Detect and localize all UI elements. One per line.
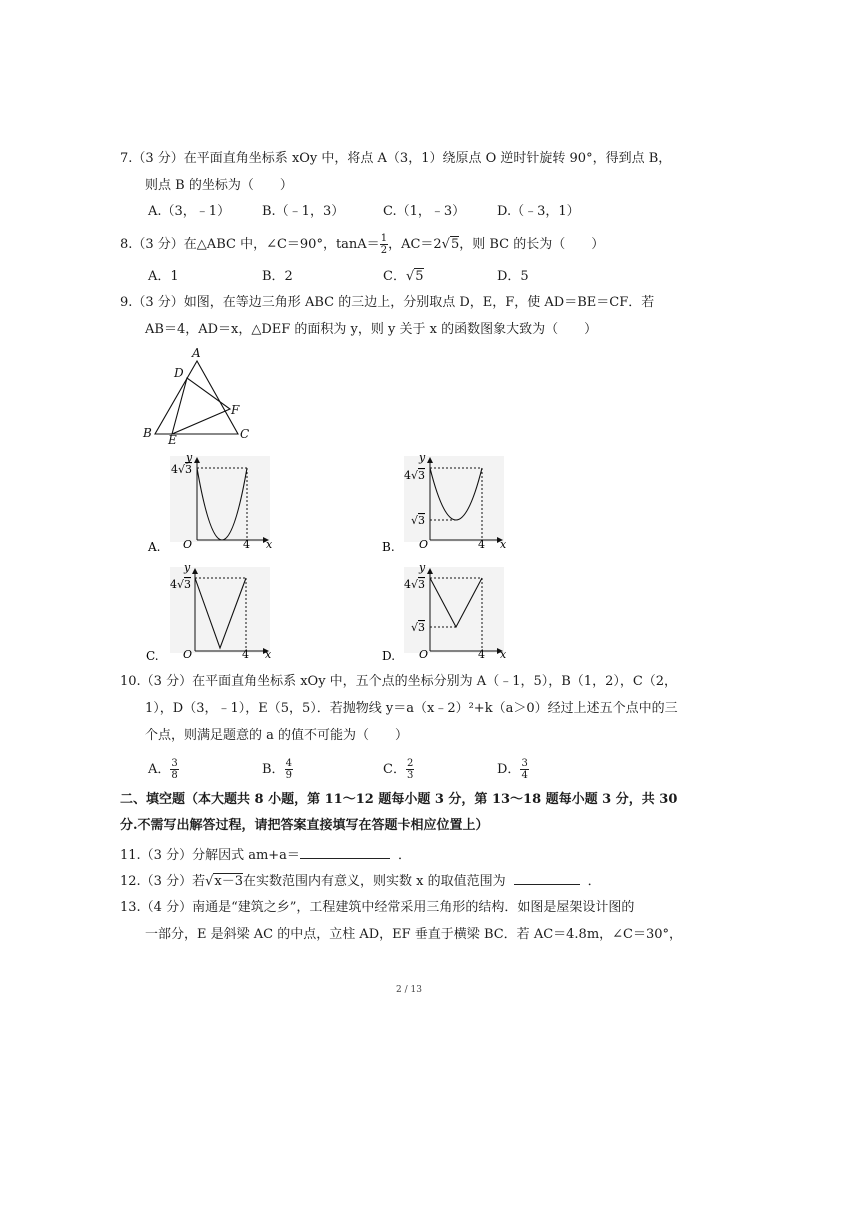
tri-label-f: F xyxy=(231,403,240,417)
q10-option-b: B． $\frac{4}{9}$ xyxy=(262,758,292,781)
q10-line1: 10.（3 分）在平面直角坐标系 xOy 中，五个点的坐标分别为 A（﹣1，5），B（1，2），C（2， xyxy=(120,674,678,689)
q7-line1: 7.（3 分）在平面直角坐标系 xOy 中，将点 A（3，1）绕原点 O 逆时针旋转 90°，得到点 B， xyxy=(120,151,672,166)
q13-line1: 13.（4 分）南通是“建筑之乡”，工程建筑中经常采用三角形的结构．如图是屋架设计图的 xyxy=(120,900,635,915)
q13-line2: 一部分，E 是斜梁 AC 的中点，立柱 AD，EF 垂直于横梁 BC．若 AC＝4.8m，∠C＝30°， xyxy=(145,927,683,942)
q12-mid: 在实数范围内有意义，则实数 x 的取值范围为 xyxy=(242,874,506,889)
svg-text:√: √ xyxy=(178,463,186,476)
graph-b-x: x xyxy=(500,538,507,551)
q8-option-c-label: C． xyxy=(383,269,406,284)
graph-b-top-root: 3 xyxy=(418,469,425,482)
graph-a-top-root: 3 xyxy=(185,463,192,476)
graph-a xyxy=(147,451,273,554)
graph-d-top-root: 3 xyxy=(418,578,425,591)
q12: 12.（3 分）若√x－3在实数范围内有意义，则实数 x 的取值范围为 ． xyxy=(120,874,601,889)
q8-stem: 8.（3 分）在△ABC 中，∠C＝90°，tanA＝ $\frac{1}{2}$ ，AC＝2√5，则 BC 的长为（ ） xyxy=(120,233,605,256)
graph-a-o: O xyxy=(183,538,193,551)
graph-b-top-coef: 4 xyxy=(404,469,411,482)
q8-frac-den: 2 xyxy=(380,245,388,256)
q8-suffix: ，则 BC 的长为（ ） xyxy=(459,237,605,252)
q7-option-c: C.（1，﹣3） xyxy=(383,204,466,219)
graph-d-min-root: 3 xyxy=(418,621,425,634)
q12-prefix: 12.（3 分）若 xyxy=(120,874,206,889)
q12-sqrt: x－3 xyxy=(214,874,243,889)
q8-option-a: A．1 xyxy=(148,269,179,284)
graph-c xyxy=(146,561,272,663)
tri-label-d: D xyxy=(174,366,184,380)
tri-label-a: A xyxy=(192,346,201,360)
q8-option-d: D．5 xyxy=(497,269,529,284)
q8-option-b: B．2 xyxy=(262,269,293,284)
q11-prefix: 11.（3 分）分解因式 am+a＝ xyxy=(120,848,300,863)
q7-option-a: A.（3，﹣1） xyxy=(148,204,231,219)
tri-label-c: C xyxy=(240,427,250,441)
svg-text:√: √ xyxy=(411,578,419,591)
q10-option-a: A． $\frac{3}{8}$ xyxy=(148,758,178,781)
q12-suffix: ． xyxy=(587,874,601,889)
q7-option-d: D.（﹣3，1） xyxy=(497,204,580,219)
graph-b-y: y xyxy=(419,451,426,464)
graph-b-min-root: 3 xyxy=(418,514,425,527)
svg-text:√: √ xyxy=(411,469,419,482)
graph-a-label: A. xyxy=(148,540,161,554)
section2-line1: 二、填空题（本大题共 8 小题，第 11～12 题每小题 3 分，第 13～18 题每小题 3 分，共 30 xyxy=(120,792,678,807)
graph-c-label: C. xyxy=(146,649,159,663)
q7-line2: 则点 B 的坐标为（ ） xyxy=(145,178,293,193)
svg-text:√: √ xyxy=(177,578,185,591)
q8-prefix: 8.（3 分）在△ABC 中，∠C＝90°，tanA＝ xyxy=(120,237,380,252)
q11 xyxy=(120,846,411,864)
q12-answer-blank[interactable] xyxy=(514,872,580,885)
graph-b xyxy=(382,451,507,554)
graph-d-four: 4 xyxy=(478,648,485,661)
graph-d-top-coef: 4 xyxy=(404,578,411,591)
q10-line2: 1），D（3，﹣1），E（5，5）．若抛物线 y＝a（x﹣2）²+k（a＞0）经过上述五个点中的三 xyxy=(145,701,678,716)
q8-option-c: C．√5 xyxy=(383,269,424,284)
q10-line3: 个点，则满足题意的 a 的值不可能为（ ） xyxy=(145,728,409,743)
q9-line2: AB＝4，AD＝x，△DEF 的面积为 y，则 y 关于 x 的函数图象大致为（ ） xyxy=(145,322,598,337)
tri-label-e: E xyxy=(168,433,177,447)
section2-line2: 分.不需写出解答过程，请把答案直接填写在答题卡相应位置上） xyxy=(120,818,489,833)
tri-label-b: B xyxy=(143,426,152,440)
q8-mid: ，AC＝2 xyxy=(388,237,442,252)
page-number: 2 / 13 xyxy=(396,985,422,995)
graph-d-y: y xyxy=(419,561,426,574)
graph-d-o: O xyxy=(419,648,429,661)
graph-b-o: O xyxy=(419,538,429,551)
q9-line1: 9.（3 分）如图，在等边三角形 ABC 的三边上，分别取点 D，E，F，使 AD＝BE＝CF．若 xyxy=(120,295,655,310)
graph-c-top-coef: 4 xyxy=(170,578,177,591)
graph-d xyxy=(382,561,507,663)
svg-text:√: √ xyxy=(411,514,419,527)
q8-frac-num: 1 xyxy=(380,233,388,244)
q8-option-c-sqrt: 5 xyxy=(415,269,424,284)
q11-answer-blank[interactable] xyxy=(300,846,390,859)
graph-c-y: y xyxy=(184,561,191,574)
graph-c-o: O xyxy=(183,648,193,661)
graph-d-x: x xyxy=(500,648,507,661)
graph-b-label: B. xyxy=(382,540,395,554)
graph-a-four: 4 xyxy=(243,538,250,551)
graph-a-x: x xyxy=(266,538,273,551)
q8-sqrt: 5 xyxy=(450,237,460,252)
q11-suffix: ． xyxy=(397,848,411,863)
graph-a-y: y xyxy=(186,451,193,464)
svg-text:√: √ xyxy=(411,621,419,634)
q7-option-b: B.（﹣1，3） xyxy=(262,204,345,219)
graph-a-top-coef: 4 xyxy=(171,463,178,476)
graph-c-x: x xyxy=(265,648,272,661)
graph-c-four: 4 xyxy=(242,648,249,661)
graph-b-four: 4 xyxy=(478,538,485,551)
graph-c-top-root: 3 xyxy=(184,578,191,591)
graph-d-label: D. xyxy=(382,649,396,663)
q10-option-d: D． $\frac{3}{4}$ xyxy=(497,758,528,781)
q10-option-c: C． $\frac{2}{3}$ xyxy=(383,758,414,781)
